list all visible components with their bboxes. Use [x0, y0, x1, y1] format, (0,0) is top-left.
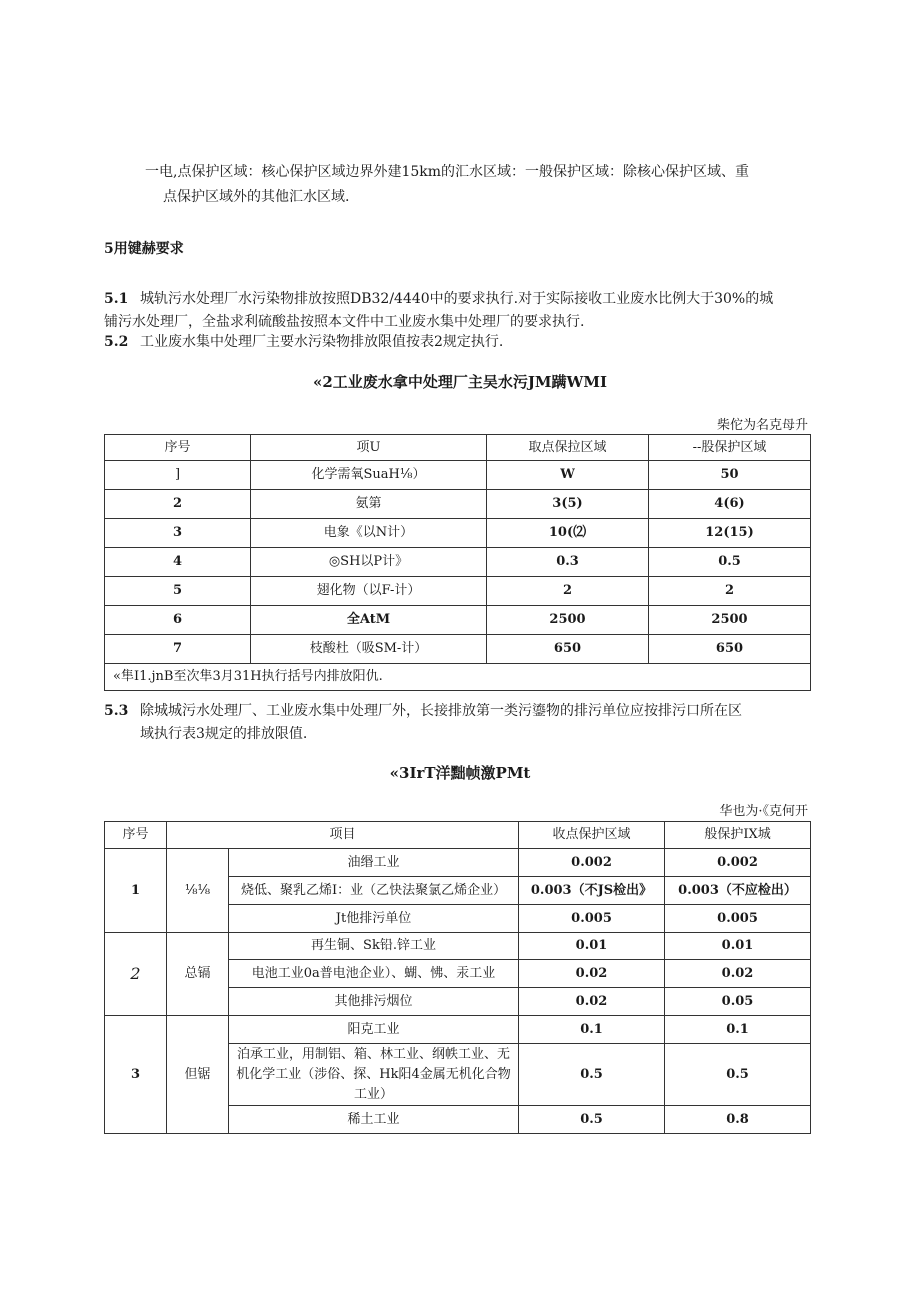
table-2-footnote: «隼I1.jnB至次隼3月31H执行括号内排放阳仇. — [105, 664, 811, 691]
table-row — [105, 606, 811, 635]
table-3-header-core: 收点保护区域 — [519, 822, 665, 849]
table-2-title: «2工业废水拿中处理厂主吴水污JM蹒WMI — [313, 373, 607, 391]
table-2-header-general: --股保护区域 — [649, 435, 811, 461]
row-no: ] — [105, 461, 251, 490]
row-industry: 其他排污烟位 — [229, 988, 519, 1016]
row-no: 7 — [105, 635, 251, 664]
row-core-value: 0.5 — [519, 1044, 665, 1106]
row-industry: 烧低、聚乳乙烯I：业（乙快法聚氯乙烯企业） — [229, 877, 519, 905]
row-industry: Jt他排污单位 — [229, 905, 519, 933]
row-item: 枝酸杜（吸SM-计） — [251, 635, 487, 664]
table-3-header-row — [105, 822, 811, 849]
para-5-1-line-2: 铺污水处理厂，全盐求利硫酸盐按照本文件中工业废水集中处理厂的要求执行. — [104, 314, 585, 330]
para-5-3-line-1 — [104, 700, 742, 722]
row-general-value: 0.05 — [665, 988, 811, 1016]
row-core-value: 0.002 — [519, 849, 665, 877]
intro-line-1: 一电,点保护区域：核心保护区域边界外建15km的汇水区域：一般保护区域：除核心保护区域、重 — [145, 164, 750, 180]
row-general-value: 50 — [649, 461, 811, 490]
row-core-value: 2500 — [487, 606, 649, 635]
table-row — [105, 519, 811, 548]
row-no: 6 — [105, 606, 251, 635]
table-2-header-row — [105, 435, 811, 461]
row-core-value: 0.02 — [519, 960, 665, 988]
row-core-value: 3(5) — [487, 490, 649, 519]
table-2-unit: 柴佗为名克母升 — [716, 418, 808, 433]
row-core-value: 10(⑵ — [487, 519, 649, 548]
table-row — [105, 933, 811, 960]
row-general-value: 0.1 — [665, 1016, 811, 1044]
row-core-value: 0.01 — [519, 933, 665, 960]
row-no: 3 — [105, 519, 251, 548]
row-general-value: 2500 — [649, 606, 811, 635]
row-item: 翅化物（以F-计） — [251, 577, 487, 606]
intro-line-2: 点保护区域外的其他汇水区域. — [163, 189, 350, 205]
para-5-2-number: 5.2 — [104, 334, 129, 350]
row-industry: 油缗工业 — [229, 849, 519, 877]
row-industry: 阳克工业 — [229, 1016, 519, 1044]
group-3-no: 3 — [105, 1016, 167, 1134]
table-3-header-general: 般保护IX城 — [665, 822, 811, 849]
table-row — [105, 548, 811, 577]
para-5-3-text-1: 除城城污水处理厂、工业废水集中处理厂外，长接排放第一类污鎏物的排污单位应按排污口所在区 — [140, 703, 742, 719]
table-3-header-no: 序号 — [105, 822, 167, 849]
row-general-value: 12(15) — [649, 519, 811, 548]
table-2-header-core: 取点保拉区域 — [487, 435, 649, 461]
row-core-value: 2 — [487, 577, 649, 606]
para-5-1-number: 5.1 — [104, 291, 129, 307]
row-item: 氨第 — [251, 490, 487, 519]
table-3-title: «3IrT洋黜帧激PMt — [389, 764, 531, 782]
row-core-value: 0.3 — [487, 548, 649, 577]
row-core-value: 0.005 — [519, 905, 665, 933]
table-2-header-no: 序号 — [105, 435, 251, 461]
row-core-value: 0.02 — [519, 988, 665, 1016]
row-general-value: 0.002 — [665, 849, 811, 877]
row-core-value: 0.003（不JS检出》 — [519, 877, 665, 905]
row-general-value: 0.02 — [665, 960, 811, 988]
row-general-value: 0.5 — [649, 548, 811, 577]
group-3-pollutant: 但锯 — [167, 1016, 229, 1134]
row-general-value: 4(6) — [649, 490, 811, 519]
row-core-value: 650 — [487, 635, 649, 664]
row-core-value: 0.5 — [519, 1106, 665, 1134]
row-item: 全AtM — [251, 606, 487, 635]
table-3 — [104, 821, 811, 1134]
row-general-value: 0.5 — [665, 1044, 811, 1106]
row-core-value: 0.1 — [519, 1016, 665, 1044]
row-item: 电象《以N计） — [251, 519, 487, 548]
row-general-value: 650 — [649, 635, 811, 664]
table-3-header-item: 项目 — [167, 822, 519, 849]
table-row — [105, 849, 811, 877]
row-no: 4 — [105, 548, 251, 577]
table-row — [105, 461, 811, 490]
group-2-no: 2 — [105, 933, 167, 1016]
row-industry: 再生铜、Sk铅.锌工业 — [229, 933, 519, 960]
table-3-unit: 华也为·《克何开 — [719, 804, 808, 819]
table-row — [105, 635, 811, 664]
row-no: 5 — [105, 577, 251, 606]
row-general-value: 2 — [649, 577, 811, 606]
row-item: ◎SH以P计》 — [251, 548, 487, 577]
group-1-no: 1 — [105, 849, 167, 933]
table-2-header-item: 项U — [251, 435, 487, 461]
para-5-2 — [104, 331, 503, 353]
para-5-3-number: 5.3 — [104, 703, 129, 719]
para-5-1-line-1 — [104, 288, 773, 310]
table-row — [105, 490, 811, 519]
table-row — [105, 577, 811, 606]
group-2-pollutant: 总镉 — [167, 933, 229, 1016]
para-5-2-text: 工业废水集中处理厂主要水污染物排放限值按表2规定执行. — [140, 334, 504, 350]
para-5-1-text-1: 城轨污水处理厂水污染物排放按照DB32/4440中的要求执行.对于实际接收工业废水比例大于30%的城 — [140, 291, 774, 307]
row-general-value: 0.8 — [665, 1106, 811, 1134]
row-general-value: 0.003（不应检出） — [665, 877, 811, 905]
row-industry: 泊承工业，用制铝、箱、林工业、纲帙工业、无机化学工业（涉俗、探、Hk阳4金属无机化合物工业） — [229, 1044, 519, 1106]
row-industry: 稀土工业 — [229, 1106, 519, 1134]
section-5-heading: 5用键赫要求 — [104, 241, 184, 257]
row-no: 2 — [105, 490, 251, 519]
table-row — [105, 1016, 811, 1044]
table-2 — [104, 434, 811, 691]
row-core-value: W — [487, 461, 649, 490]
row-industry: 电池工业0a普电池企业）、蝴、怫、汞工业 — [229, 960, 519, 988]
row-general-value: 0.005 — [665, 905, 811, 933]
row-general-value: 0.01 — [665, 933, 811, 960]
row-item: 化学需氧SuaH⅛） — [251, 461, 487, 490]
table-2-footnote-row — [105, 664, 811, 691]
para-5-3-line-2: 域执行表3规定的排放限值. — [140, 726, 308, 742]
group-1-pollutant: ⅛⅛ — [167, 849, 229, 933]
